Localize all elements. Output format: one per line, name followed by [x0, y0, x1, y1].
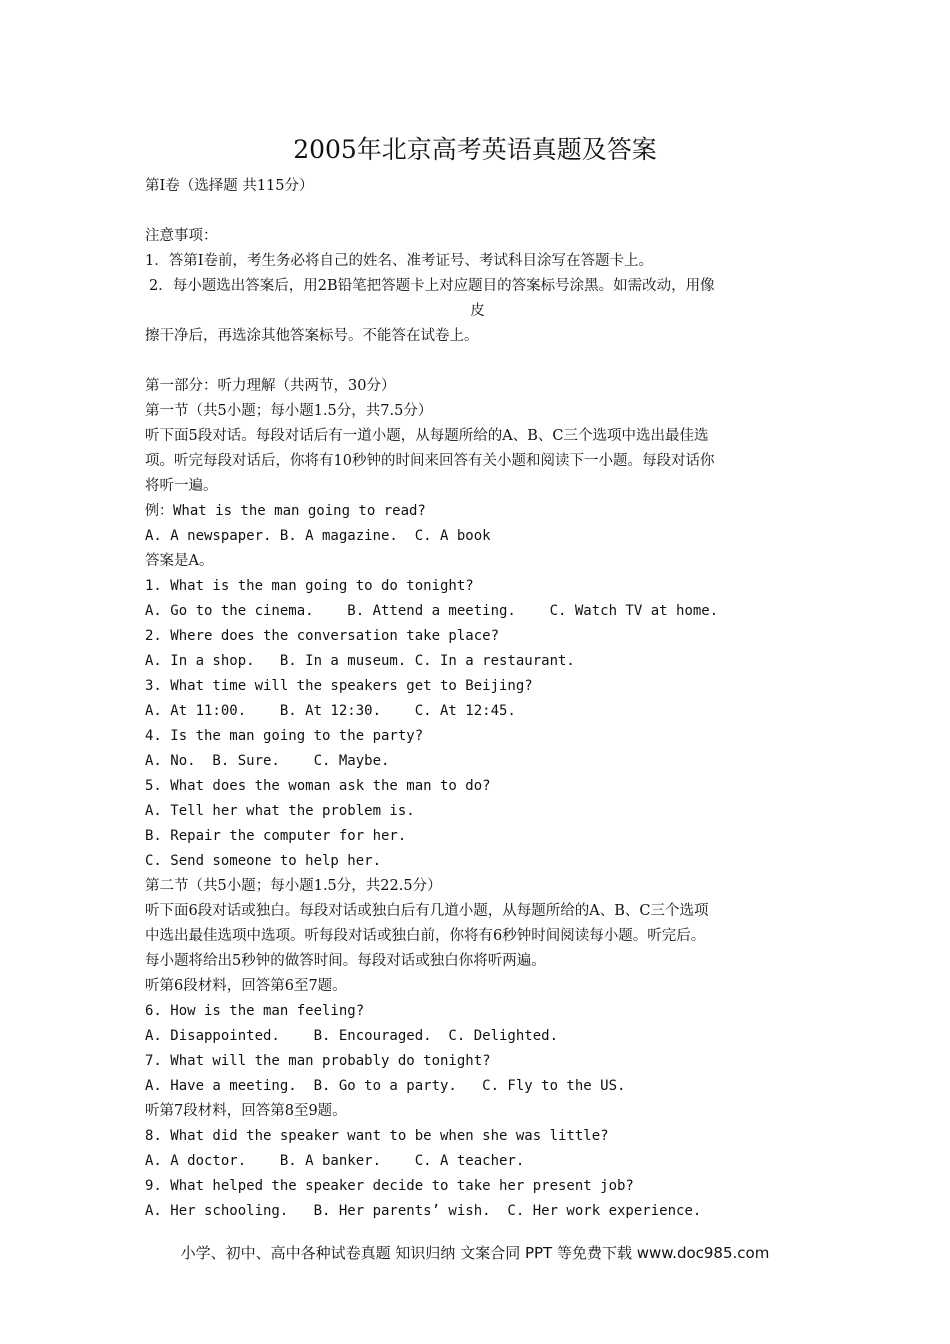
options-5b: B. Repair the computer for her. [145, 828, 407, 844]
question-3: 3. What time will the speakers get to Beijing? [145, 678, 533, 694]
notice-line-1: 1．答第Ⅰ卷前，考生务必将自己的姓名、准考证号、考试科目涂写在答题卡上。 [145, 253, 653, 269]
options-3: A. At 11:00. B. At 12:30. C. At 12:45. [145, 703, 516, 719]
question-5: 5. What does the woman ask the man to do? [145, 778, 491, 794]
question-9: 9. What helped the speaker decide to take her present job? [145, 1178, 634, 1194]
question-2: 2. Where does the conversation take place? [145, 628, 500, 644]
options-8: A. A doctor. B. A banker. C. A teacher. [145, 1153, 525, 1169]
page-title: 2005年北京高考英语真题及答案 [293, 135, 657, 164]
options-1: A. Go to the cinema. B. Attend a meeting. C. Watch TV at home. [145, 603, 719, 619]
section1-instruction: 项。听完每段对话后，你将有10秒钟的时间来回答有关小题和阅读下一小题。每段对话你 [145, 453, 715, 469]
section1-instruction: 听下面5段对话。每段对话后有一道小题，从每题所给的A、B、C三个选项中选出最佳选 [145, 428, 709, 444]
section2-instruction: 中选出最佳选项中选项。听每段对话或独白前，你将有6秒钟时间阅读每小题。听完后。 [145, 928, 706, 944]
part1-header: 第一部分：听力理解（共两节，30分） [145, 378, 396, 394]
options-7: A. Have a meeting. B. Go to a party. C. Fly to the US. [145, 1078, 626, 1094]
notice-line-2: 2．每小题选出答案后，用2B铅笔把答题卡上对应题目的答案标号涂黑。如需改动，用像 [149, 278, 715, 294]
options-6: A. Disappointed. B. Encouraged. C. Delighted. [145, 1028, 559, 1044]
notice-line-4: 擦干净后，再选涂其他答案标号。不能答在试卷上。 [145, 328, 479, 344]
question-4: 4. Is the man going to the party? [145, 728, 424, 744]
question-6: 6. How is the man feeling? [145, 1003, 365, 1019]
options-5a: A. Tell her what the problem is. [145, 803, 415, 819]
question-1: 1. What is the man going to do tonight? [145, 578, 474, 594]
question-8: 8. What did the speaker want to be when she was little? [145, 1128, 609, 1144]
section1-header: 第一节（共5小题；每小题1.5分，共7.5分） [145, 403, 433, 419]
group7-header: 听第7段材料，回答第8至9题。 [145, 1103, 347, 1119]
page-footer: 小学、初中、高中各种试卷真题 知识归纳 文案合同 PPT 等免费下载 www.doc985.com [180, 1244, 770, 1262]
example-question: 例：What is the man going to read? [145, 503, 426, 519]
example-options: A. A newspaper. B. A magazine. C. A book [145, 528, 491, 544]
options-2: A. In a shop. B. In a museum. C. In a restaurant. [145, 653, 575, 669]
spacer [145, 349, 810, 374]
spacer [145, 199, 810, 224]
section2-instruction: 听下面6段对话或独白。每段对话或独白后有几道小题，从每题所给的A、B、C三个选项 [145, 903, 709, 919]
group6-header: 听第6段材料，回答第6至7题。 [145, 978, 347, 994]
volume-header: 第Ⅰ卷（选择题 共115分） [145, 178, 314, 194]
options-9: A. Her schooling. B. Her parents’ wish. C. Her work experience. [145, 1203, 702, 1219]
notice-line-3: 皮 [470, 303, 485, 319]
section1-instruction: 将听一遍。 [145, 478, 218, 494]
notice-header: 注意事项： [145, 228, 218, 244]
question-7: 7. What will the man probably do tonight? [145, 1053, 491, 1069]
options-5c: C. Send someone to help her. [145, 853, 382, 869]
document-body [145, 174, 810, 1224]
options-4: A. No. B. Sure. C. Maybe. [145, 753, 390, 769]
section2-instruction: 每小题将给出5秒钟的做答时间。每段对话或独白你将听两遍。 [145, 953, 546, 969]
section2-header: 第二节（共5小题；每小题1.5分，共22.5分） [145, 878, 442, 894]
example-answer: 答案是A。 [145, 553, 214, 569]
